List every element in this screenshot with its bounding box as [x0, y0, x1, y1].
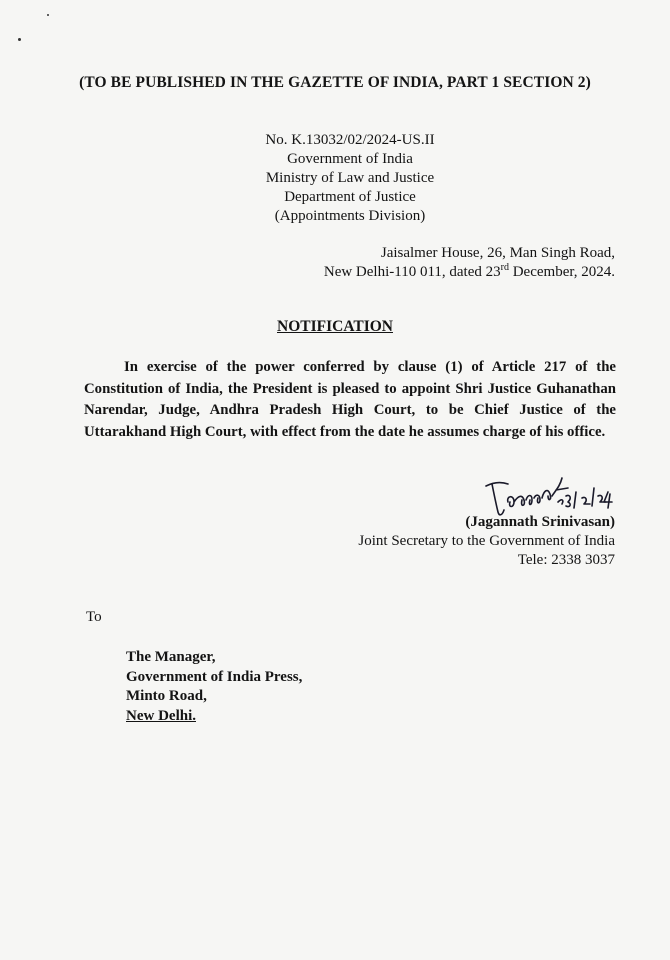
recipient-line-1: The Manager, — [126, 649, 216, 665]
recipient-line-3: Minto Road, — [126, 688, 207, 704]
date-ordinal-suffix: rd — [500, 262, 509, 273]
office-address — [324, 244, 615, 282]
government-name: Government of India — [287, 151, 413, 167]
gazette-header: (TO BE PUBLISHED IN THE GAZETTE OF INDIA, PART 1 SECTION 2) — [79, 74, 591, 91]
address-line-1: Jaisalmer House, 26, Man Singh Road, — [380, 245, 615, 261]
ministry-name: Ministry of Law and Justice — [265, 170, 435, 186]
department-name: Department of Justice — [284, 189, 416, 205]
signatory-name: (Jagannath Srinivasan) — [465, 514, 615, 530]
address-date-prefix: New Delhi-110 011, dated 23 — [323, 264, 501, 280]
notification-title: NOTIFICATION — [277, 318, 393, 335]
recipient-address — [126, 648, 302, 726]
to-label: To — [86, 609, 102, 625]
file-number: No. K.13032/02/2024-US.II — [265, 132, 435, 148]
signatory-block — [358, 513, 615, 570]
scan-speck — [47, 14, 49, 16]
recipient-city: New Delhi. — [126, 707, 196, 724]
signatory-phone: Tele: 2338 3037 — [517, 552, 615, 568]
recipient-line-2: Government of India Press, — [126, 668, 303, 685]
reference-block — [245, 131, 455, 226]
address-line-2 — [324, 263, 615, 282]
address-date-suffix: December, 2024. — [508, 264, 615, 280]
division-name: (Appointments Division) — [274, 208, 426, 224]
notification-body: In exercise of the power conferred by clause (1) of Article 217 of the Constitution of India, the President is pleased to appoint Shri Justice Guhanathan Narendar, Judge, Andhra Pradesh High Court, to be Chief Justice of the Uttarakhand High Court, with effect from the date he assumes charge of his office. — [84, 359, 616, 440]
signatory-designation: Joint Secretary to the Government of India — [358, 533, 615, 549]
scan-speck — [18, 38, 21, 41]
